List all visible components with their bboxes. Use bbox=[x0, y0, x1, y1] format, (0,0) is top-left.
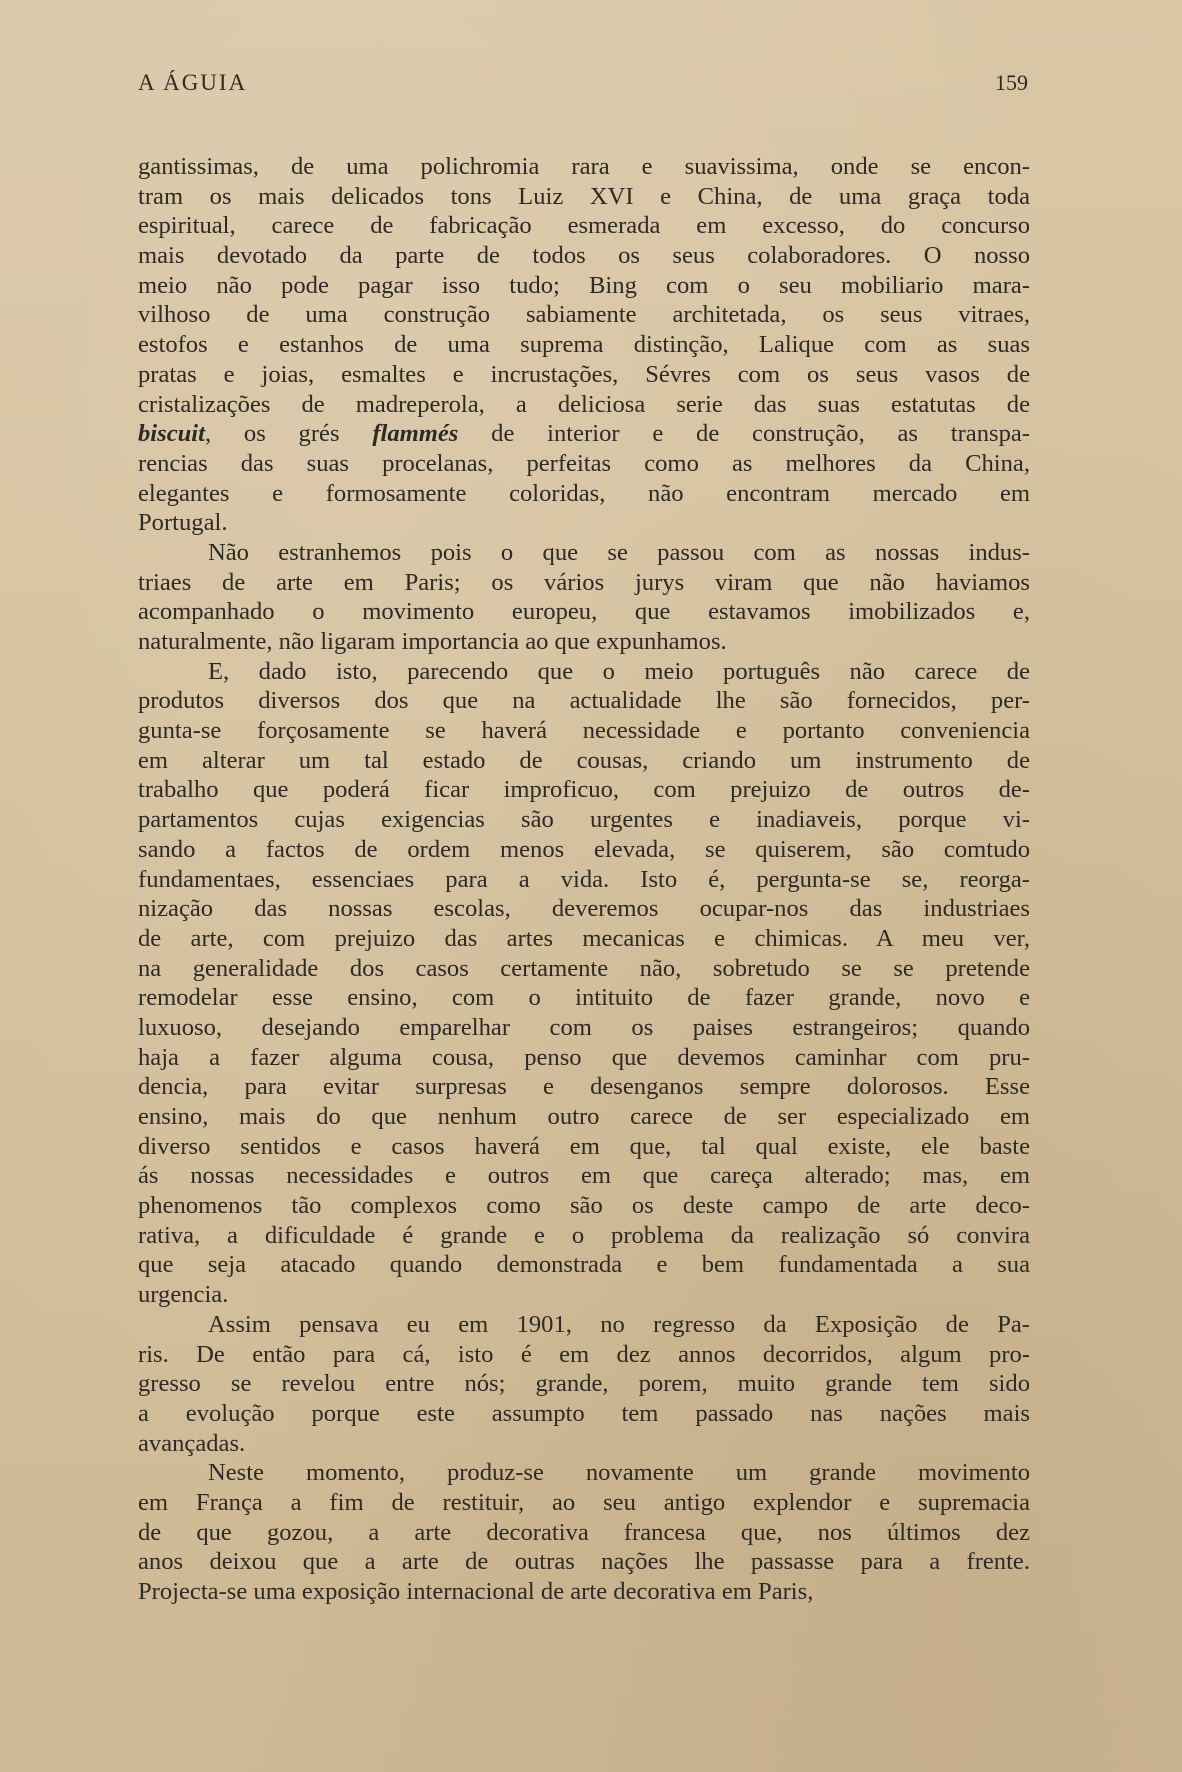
text-line: urgencia. bbox=[138, 1281, 229, 1309]
text-segment: de interior e de construção, as transpa- bbox=[458, 420, 1030, 448]
text-line: acompanhado o movimento europeu, que estavamos imobilizados e, bbox=[138, 598, 1030, 626]
text-line: anos deixou que a arte de outras nações lhe passasse para a frente. bbox=[138, 1548, 1030, 1576]
text-line: mais devotado da parte de todos os seus colaboradores. O nosso bbox=[138, 242, 1030, 270]
text-line: tram os mais delicados tons Luiz XVI e China, de uma graça toda bbox=[138, 182, 1030, 210]
text-line: em França a fim de restituir, ao seu antigo explendor e supremacia bbox=[138, 1488, 1030, 1516]
text-line: Projecta-se uma exposição internacional de arte decorativa em Paris, bbox=[138, 1578, 814, 1605]
text-line: sando a factos de ordem menos elevada, se quiserem, são comtudo bbox=[138, 835, 1030, 863]
running-head bbox=[138, 70, 1028, 100]
text-line: triaes de arte em Paris; os vários jurys viram que não haviamos bbox=[138, 568, 1030, 596]
text-line: Neste momento, produz-se novamente um grande movimento bbox=[208, 1459, 1030, 1487]
text-line: em alterar um tal estado de cousas, criando um instrumento de bbox=[138, 746, 1030, 774]
text-segment: , os grés bbox=[204, 420, 373, 448]
text-line: haja a fazer alguma cousa, penso que devemos caminhar com pru- bbox=[138, 1043, 1030, 1071]
text-line: dencia, para evitar surpresas e desenganos sempre dolorosos. Esse bbox=[138, 1073, 1030, 1101]
text-line: meio não pode pagar isso tudo; Bing com o seu mobiliario mara- bbox=[138, 271, 1030, 299]
italic-term: biscuit bbox=[138, 420, 205, 448]
text-line: gunta-se forçosamente se haverá necessidade e portanto conveniencia bbox=[138, 717, 1030, 745]
text-line: phenomenos tão complexos como são os deste campo de arte deco- bbox=[138, 1192, 1030, 1220]
text-line: Não estranhemos pois o que se passou com as nossas indus- bbox=[208, 538, 1030, 566]
text-line: rativa, a dificuldade é grande e o problema da realização só convira bbox=[138, 1221, 1030, 1249]
text-line: Assim pensava eu em 1901, no regresso da Exposição de Pa- bbox=[208, 1310, 1030, 1338]
text-line: nização das nossas escolas, deveremos ocupar-nos das industriaes bbox=[138, 895, 1030, 923]
text-line: gantissimas, de uma polichromia rara e suavissima, onde se encon- bbox=[138, 153, 1030, 180]
text-line: estofos e estanhos de uma suprema distinção, Lalique com as suas bbox=[138, 331, 1030, 359]
text-line: pratas e joias, esmaltes e incrustações, Sévres com os seus vasos de bbox=[138, 360, 1030, 388]
text-line: fundamentaes, essenciaes para a vida. Isto é, pergunta-se se, reorga- bbox=[138, 865, 1030, 893]
text-line: de que gozou, a arte decorativa francesa que, nos últimos dez bbox=[138, 1518, 1030, 1546]
text-line: espiritual, carece de fabricação esmerada em excesso, do concurso bbox=[138, 212, 1030, 240]
italic-term: flammés bbox=[372, 420, 459, 448]
page-number: 159 bbox=[995, 70, 1028, 95]
journal-title: A ÁGUIA bbox=[138, 70, 248, 95]
text-line: de arte, com prejuizo das artes mecanicas e chimicas. A meu ver, bbox=[138, 924, 1030, 952]
text-line: na generalidade dos casos certamente não, sobretudo se se pretende bbox=[138, 954, 1030, 982]
text-line: rencias das suas procelanas, perfeitas como as melhores da China, bbox=[138, 449, 1030, 477]
text-line: partamentos cujas exigencias são urgentes e inadiaveis, porque vi- bbox=[138, 806, 1030, 834]
text-line: trabalho que poderá ficar improficuo, com prejuizo de outros de- bbox=[138, 776, 1030, 804]
text-line: naturalmente, não ligaram importancia ao que expunhamos. bbox=[138, 628, 727, 655]
text-line: produtos diversos dos que na actualidade lhe são fornecidos, per- bbox=[138, 687, 1030, 715]
text-line: elegantes e formosamente coloridas, não encontram mercado em bbox=[138, 479, 1030, 507]
text-line: E, dado isto, parecendo que o meio português não carece de bbox=[208, 657, 1030, 685]
text-line: avançadas. bbox=[138, 1429, 246, 1457]
text-line: ris. De então para cá, isto é em dez annos decorridos, algum pro- bbox=[138, 1340, 1030, 1368]
text-line bbox=[138, 419, 1030, 449]
text-line: que seja atacado quando demonstrada e bem fundamentada a sua bbox=[138, 1251, 1030, 1279]
text-line: gresso se revelou entre nós; grande, porem, muito grande tem sido bbox=[138, 1370, 1030, 1398]
text-line: luxuoso, desejando emparelhar com os paises estrangeiros; quando bbox=[138, 1013, 1030, 1041]
body-text bbox=[138, 152, 1030, 1607]
text-line: cristalizações de madreperola, a deliciosa serie das suas estatutas de bbox=[138, 390, 1030, 418]
text-line: ensino, mais do que nenhum outro carece de ser especializado em bbox=[138, 1103, 1030, 1130]
text-line: Portugal. bbox=[138, 509, 228, 537]
text-line: a evolução porque este assumpto tem passado nas nações mais bbox=[138, 1399, 1030, 1427]
text-line: remodelar esse ensino, com o intituito de fazer grande, novo e bbox=[138, 984, 1030, 1012]
text-line: ás nossas necessidades e outros em que careça alterado; mas, em bbox=[138, 1162, 1030, 1190]
text-line: diverso sentidos e casos haverá em que, tal qual existe, ele baste bbox=[138, 1132, 1030, 1160]
text-line: vilhoso de uma construção sabiamente architetada, os seus vitraes, bbox=[138, 301, 1030, 329]
